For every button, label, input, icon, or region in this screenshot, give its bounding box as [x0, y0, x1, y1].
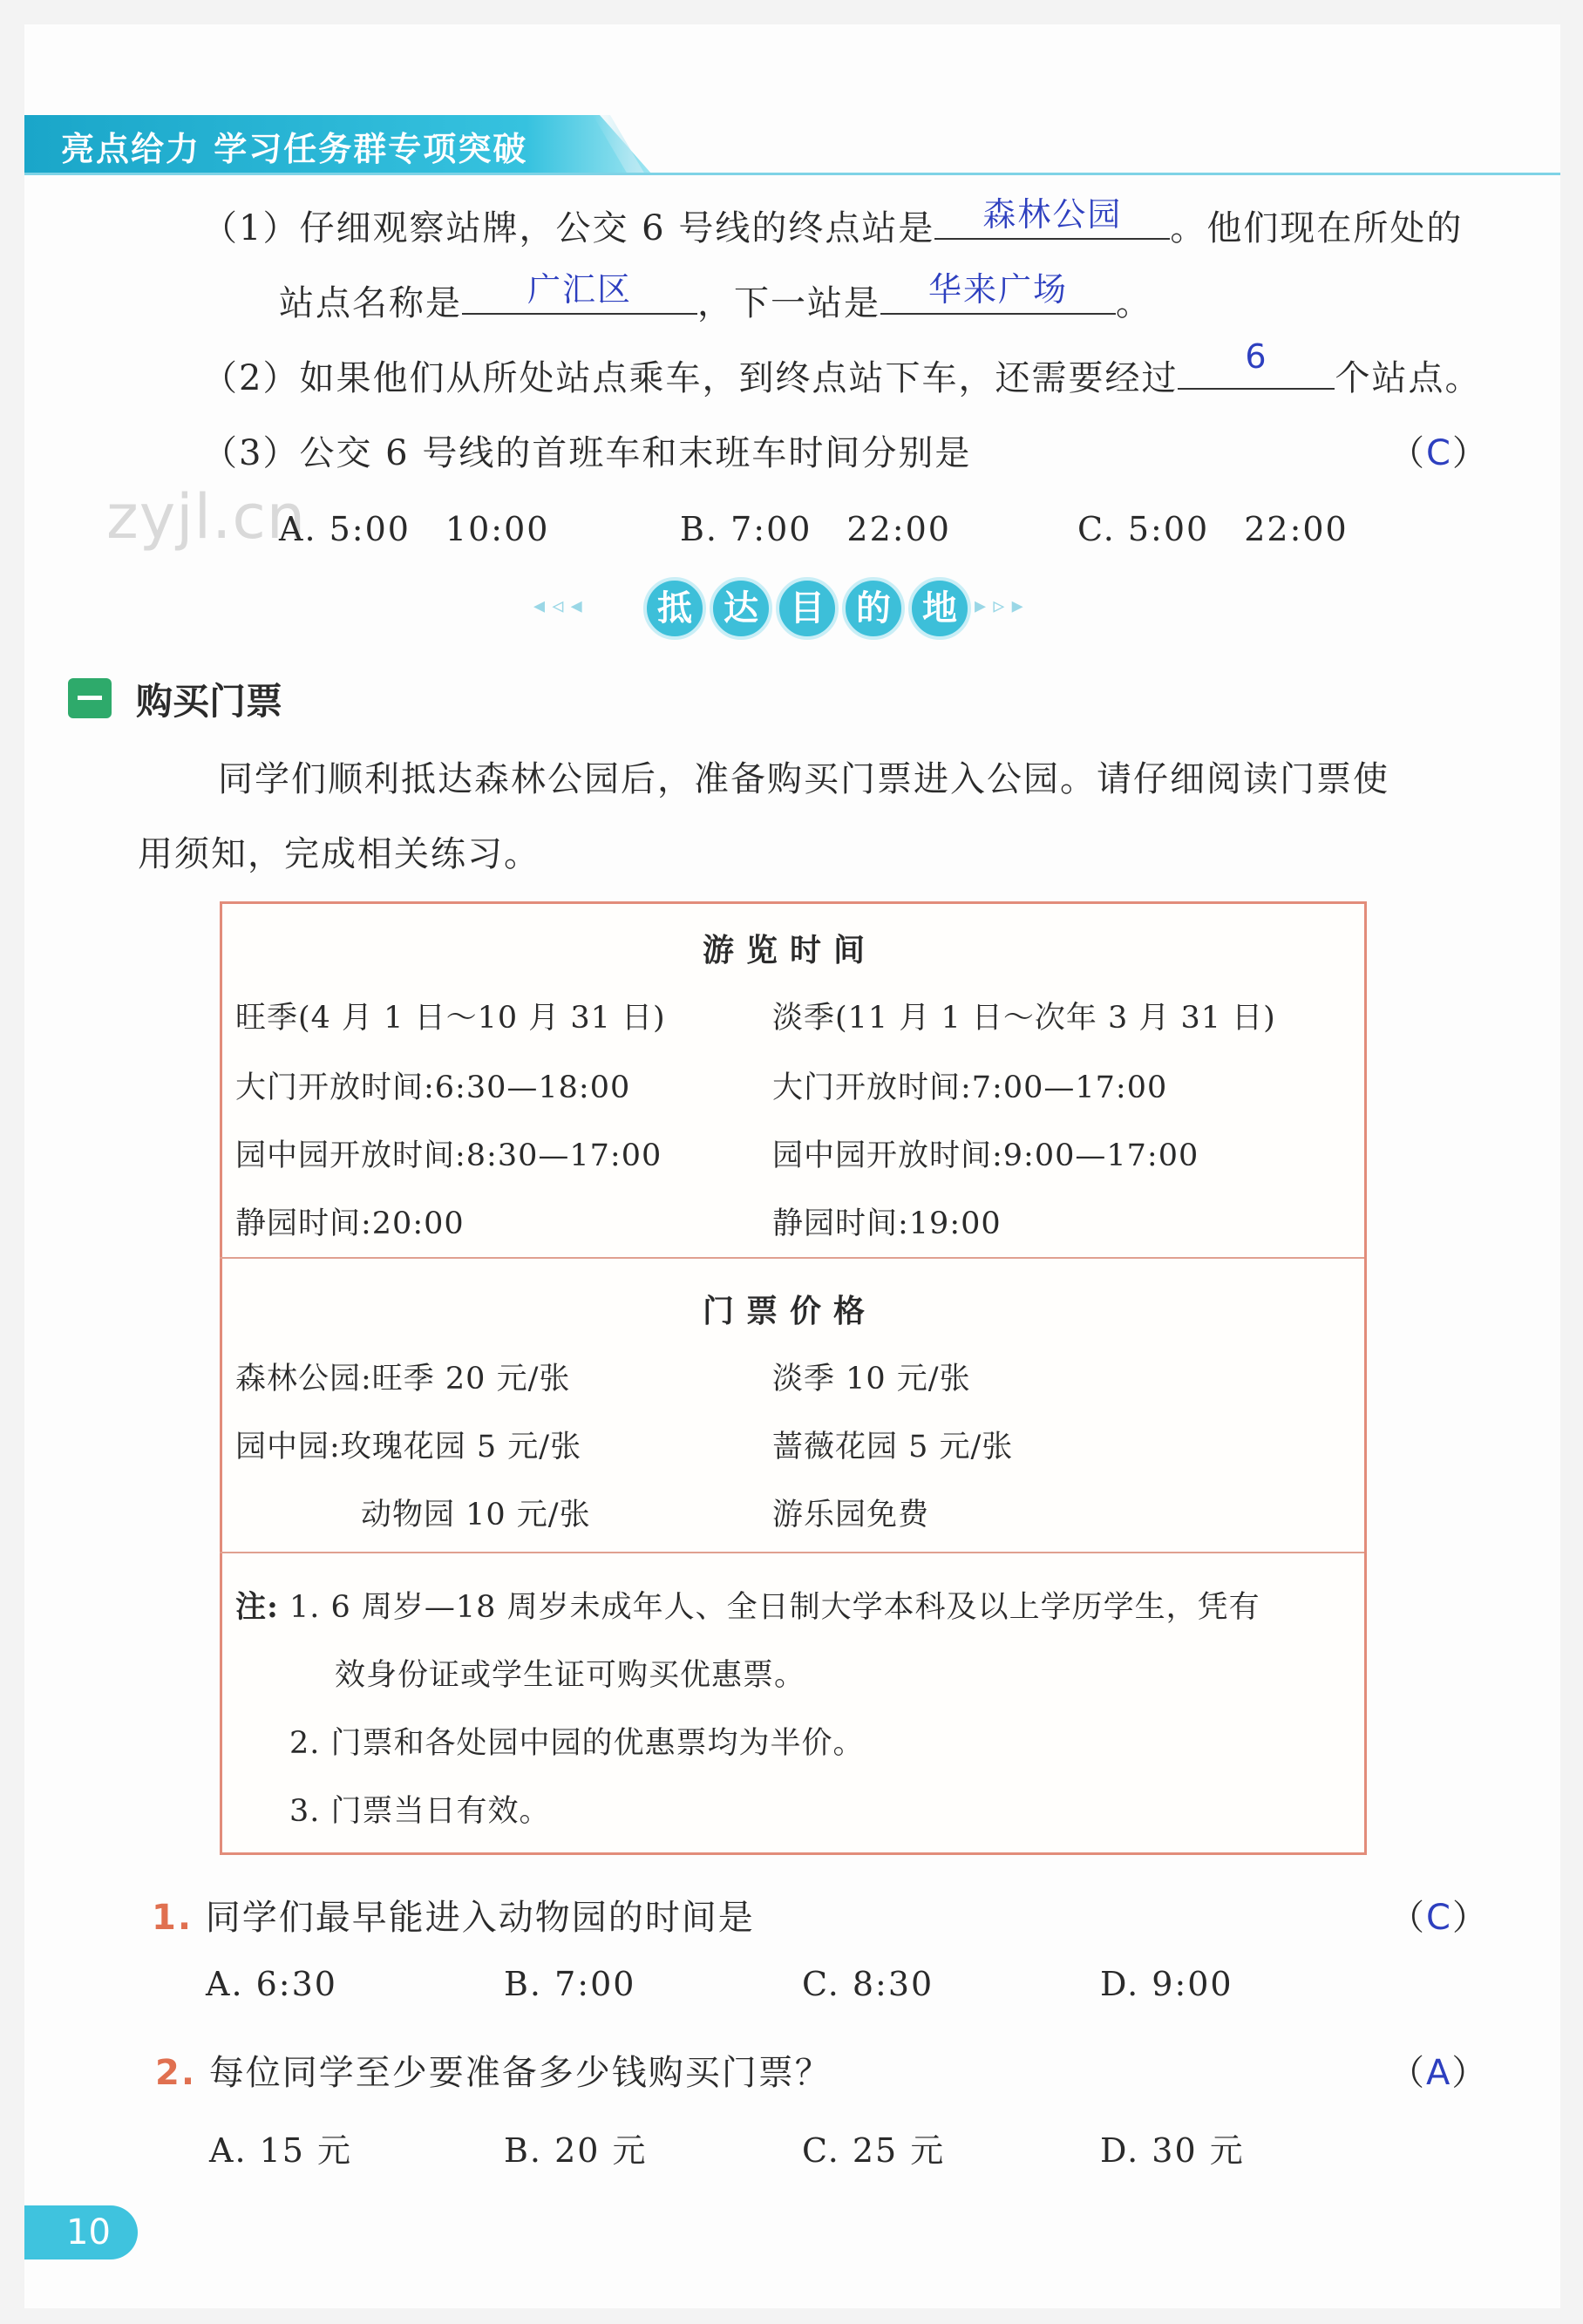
header-title: 亮点给力 学习任务群专项突破	[61, 130, 528, 168]
q1-option-a: A. 6:30	[206, 1965, 337, 2003]
paren-open: （	[1389, 1898, 1426, 1938]
answer-blank	[462, 270, 697, 315]
bottom-question-2	[155, 2045, 832, 2095]
question-1-line2-prefix: 站点名称是	[279, 283, 462, 323]
hours-title: 游览时间	[703, 933, 878, 968]
note-1-line-2: 效身份证或学生证可购买优惠票。	[335, 1658, 806, 1693]
question-number: 2.	[155, 2053, 197, 2093]
question-3-option-a: A. 5:00 10:00	[279, 510, 550, 548]
peak-inner-hours: 园中园开放时间:8:30—17:00	[235, 1138, 662, 1173]
question-3-option-c: C. 5:00 22:00	[1077, 510, 1349, 548]
price-rose-garden: 园中园:玫瑰花园 5 元/张	[235, 1430, 582, 1464]
question-text: 同学们最早能进入动物园的时间是	[205, 1898, 755, 1938]
q1-option-c: C. 8:30	[802, 1965, 934, 2003]
off-gate-hours: 大门开放时间:7:00—17:00	[772, 1070, 1168, 1105]
page-number-tab	[24, 2205, 138, 2259]
divider-right-arrows: ▸ ▹ ▸	[975, 593, 1023, 619]
bottom-question-1	[152, 1890, 755, 1940]
q2-option-c: C. 25 元	[802, 2131, 946, 2170]
question-3-text: （3）公交 6 号线的首班车和末班车时间分别是	[202, 433, 972, 473]
paren-open: （	[1389, 433, 1426, 473]
section-intro-line-1: 同学们顺利抵达森林公园后，准备购买门票进入公园。请仔细阅读门票使	[218, 759, 1389, 799]
answer-choice: C	[1426, 1898, 1452, 1938]
ticket-separator	[220, 1257, 1364, 1259]
ticket-separator	[220, 1552, 1364, 1553]
q1-option-d: D. 9:00	[1100, 1965, 1233, 2003]
divider-char: 地	[908, 577, 971, 640]
watermark: zyjl.cn	[106, 481, 307, 553]
answer-choice: C	[1426, 433, 1452, 473]
divider-char: 抵	[643, 577, 706, 640]
section-intro-line-2: 用须知，完成相关练习。	[138, 834, 540, 874]
price-qiangwei-garden: 蔷薇花园 5 元/张	[772, 1430, 1014, 1464]
bottom-question-2-answer-paren	[1389, 2045, 1488, 2095]
question-1-line-1	[202, 195, 1464, 250]
bottom-question-1-answer-paren	[1389, 1890, 1489, 1940]
peak-close-time: 静园时间:20:00	[235, 1206, 465, 1241]
paren-close: ）	[1451, 433, 1489, 473]
header-underline	[24, 173, 1560, 175]
paren-open: （	[1389, 2053, 1426, 2093]
peak-gate-hours: 大门开放时间:6:30—18:00	[235, 1070, 631, 1105]
answer-text: 森林公园	[982, 195, 1123, 234]
question-2-line	[202, 337, 1482, 400]
note-2: 2. 门票和各处园中园的优惠票均为半价。	[289, 1726, 865, 1761]
answer-text: 广汇区	[527, 270, 632, 309]
question-1-line2-end: 。	[1116, 283, 1152, 323]
off-season-label: 淡季(11 月 1 日～次年 3 月 31 日)	[772, 1001, 1276, 1036]
divider-title	[643, 577, 971, 640]
answer-text: 6	[1245, 337, 1268, 376]
peak-season-label: 旺季(4 月 1 日～10 月 31 日)	[235, 1001, 666, 1036]
price-zoo: 动物园 10 元/张	[361, 1498, 591, 1532]
page-number: 10	[66, 2212, 111, 2253]
price-park: 森林公园:旺季 20 元/张	[235, 1362, 571, 1396]
question-3-answer-paren	[1389, 425, 1489, 475]
q2-option-a: A. 15 元	[209, 2131, 353, 2170]
answer-blank	[880, 270, 1116, 315]
question-number: 1.	[152, 1898, 194, 1938]
question-3-option-b: B. 7:00 22:00	[680, 510, 951, 548]
q2-option-b: B. 20 元	[504, 2131, 648, 2170]
paren-close: ）	[1451, 2053, 1489, 2093]
question-2-prefix: （2）如果他们从所处站点乘车，到终点站下车，还需要经过	[202, 358, 1179, 398]
divider-char: 达	[710, 577, 772, 640]
section-title: 购买门票	[136, 680, 283, 723]
question-1-line2-mid: ，下一站是	[697, 283, 880, 323]
answer-blank	[1178, 337, 1335, 390]
note-label: 注:	[235, 1589, 279, 1625]
off-inner-hours: 园中园开放时间:9:00—17:00	[772, 1138, 1199, 1173]
answer-blank	[934, 195, 1170, 240]
paren-close: ）	[1451, 1898, 1489, 1938]
answer-text: 华来广场	[927, 270, 1068, 309]
answer-choice: A	[1426, 2053, 1452, 2093]
question-text: 每位同学至少要准备多少钱购买门票？	[208, 2053, 832, 2093]
question-1-mid: 。他们现在所处的	[1170, 208, 1464, 248]
divider-char: 的	[842, 577, 905, 640]
q2-option-d: D. 30 元	[1100, 2131, 1245, 2170]
q1-option-b: B. 7:00	[504, 1965, 636, 2003]
price-amusement: 游乐园免费	[772, 1498, 930, 1532]
note-3: 3. 门票当日有效。	[289, 1794, 551, 1829]
note-1-line-1: 1. 6 周岁—18 周岁未成年人、全日制大学本科及以上学历学生，凭有	[289, 1590, 1260, 1625]
question-1-prefix: （1）仔细观察站牌，公交 6 号线的终点站是	[202, 208, 935, 248]
question-1-line-2	[279, 270, 1152, 325]
price-title: 门票价格	[703, 1294, 878, 1329]
divider-left-arrows: ◂ ◃ ◂	[533, 593, 582, 619]
off-close-time: 静园时间:19:00	[772, 1206, 1002, 1241]
divider-char: 目	[776, 577, 839, 640]
question-2-end: 个站点。	[1335, 358, 1482, 398]
section-badge-icon	[68, 678, 112, 718]
price-park-off: 淡季 10 元/张	[772, 1362, 971, 1396]
